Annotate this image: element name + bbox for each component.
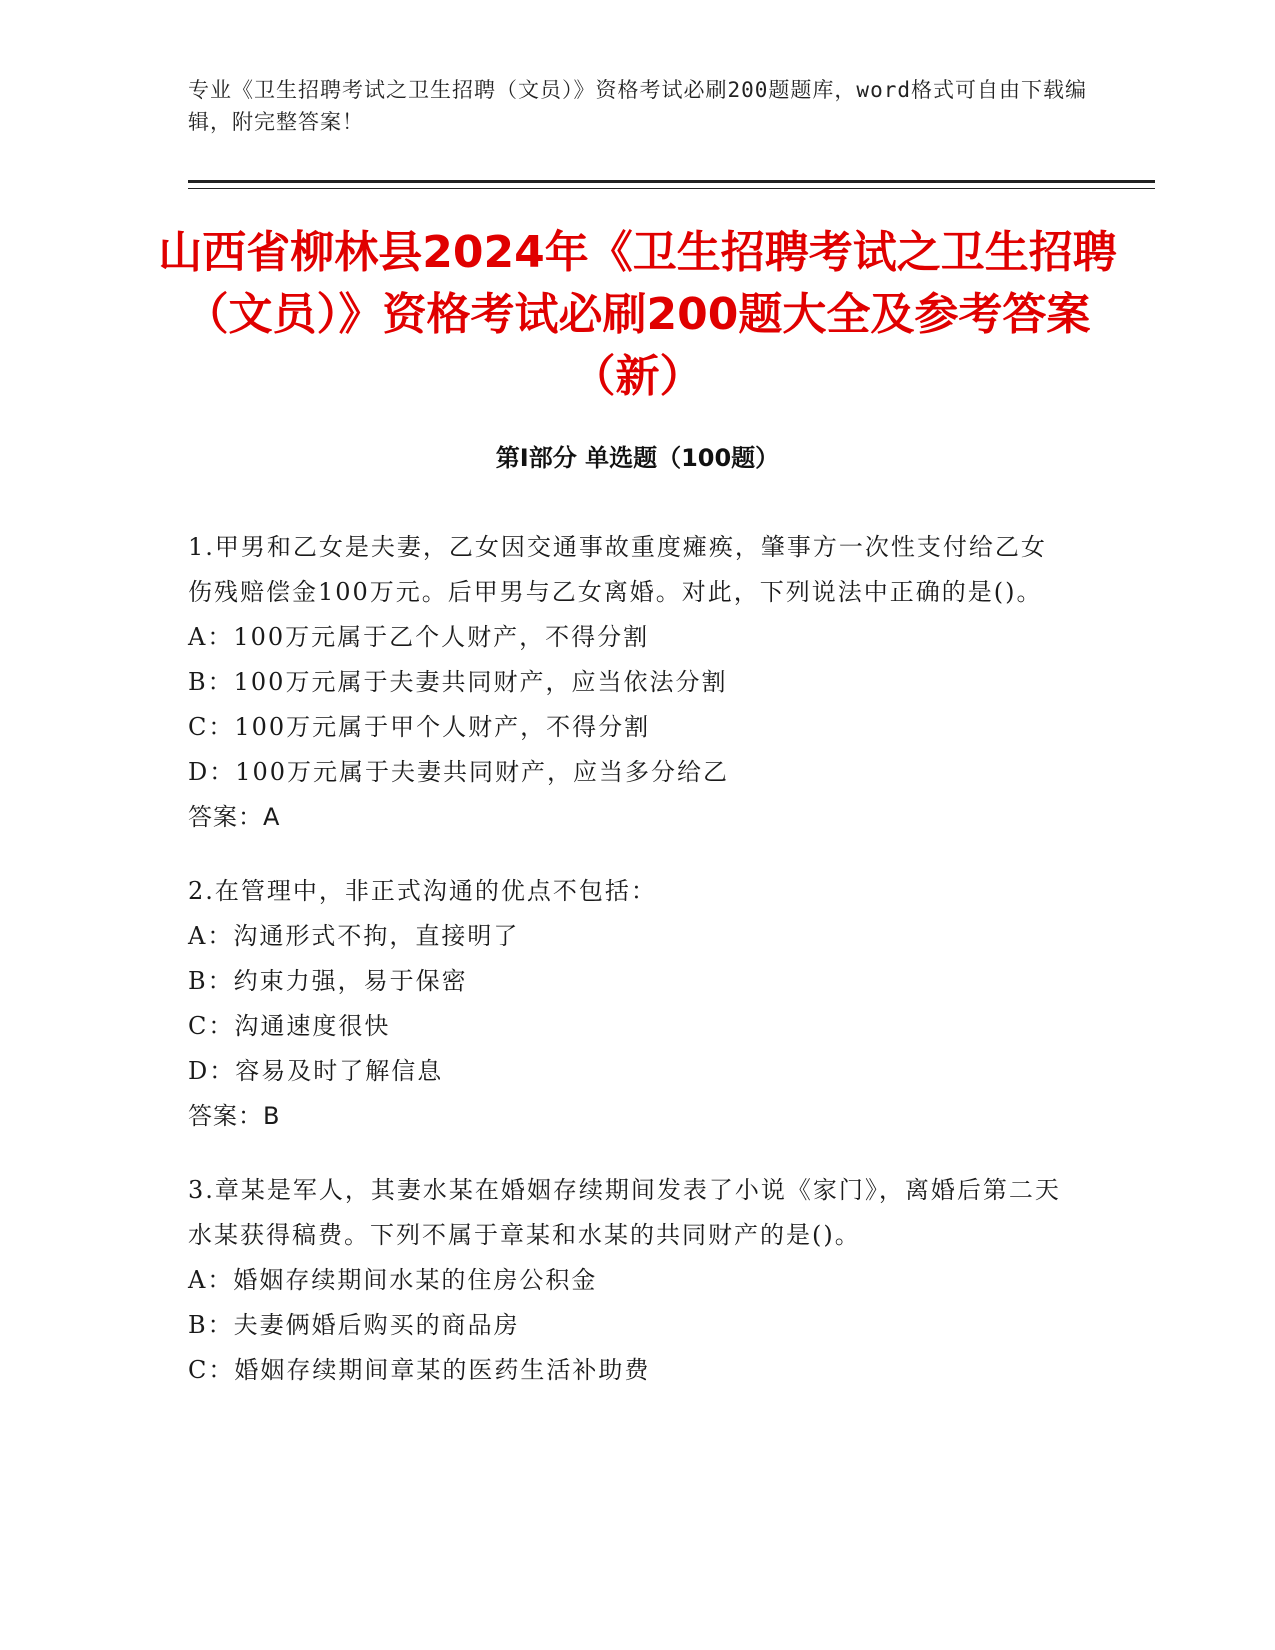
question-stem: 1.甲男和乙女是夫妻，乙女因交通事故重度瘫痪，肇事方一次性支付给乙女伤残赔偿金100万元。后甲男与乙女离婚。对此，下列说法中正确的是()。: [188, 533, 1047, 606]
question-option: A：婚姻存续期间水某的住房公积金: [188, 1266, 598, 1294]
question-option: B：约束力强，易于保密: [188, 967, 468, 995]
question-stem: 3.章某是军人，其妻水某在婚姻存续期间发表了小说《家门》，离婚后第二天水某获得稿费。下列不属于章某和水某的共同财产的是()。: [188, 1176, 1061, 1249]
document-title: 山西省柳林县2024年《卫生招聘考试之卫生招聘（文员）》资格考试必刷200题大全及参考答案（新）: [158, 227, 1117, 402]
question-option: B：夫妻俩婚后购买的商品房: [188, 1311, 520, 1339]
question-option: C：婚姻存续期间章某的医药生活补助费: [188, 1356, 651, 1384]
section-title: 第Ⅰ部分 单选题（100题）: [495, 444, 780, 472]
question-answer: 答案：B: [188, 1102, 281, 1130]
question-3: [188, 1168, 1068, 1393]
question-2: [188, 869, 1068, 1139]
question-option: B：100万元属于夫妻共同财产，应当依法分割: [188, 668, 728, 696]
question-option: D：容易及时了解信息: [188, 1057, 444, 1085]
question-1: [188, 525, 1068, 840]
question-option: A：沟通形式不拘，直接明了: [188, 922, 520, 950]
question-option: A：100万元属于乙个人财产，不得分割: [188, 623, 650, 651]
question-list: [188, 525, 1068, 1422]
header-rule-thick: [188, 180, 1155, 183]
question-option: C：沟通速度很快: [188, 1012, 391, 1040]
question-option: C：100万元属于甲个人财产，不得分割: [188, 713, 651, 741]
question-option: D：100万元属于夫妻共同财产，应当多分给乙: [188, 758, 730, 786]
question-answer: 答案：A: [188, 803, 281, 831]
question-stem: 2.在管理中，非正式沟通的优点不包括：: [188, 877, 657, 905]
header-note: 专业《卫生招聘考试之卫生招聘（文员）》资格考试必刷200题题库，word格式可自由下载编辑，附完整答案！: [188, 78, 1087, 134]
header-rule-thin: [188, 188, 1155, 189]
